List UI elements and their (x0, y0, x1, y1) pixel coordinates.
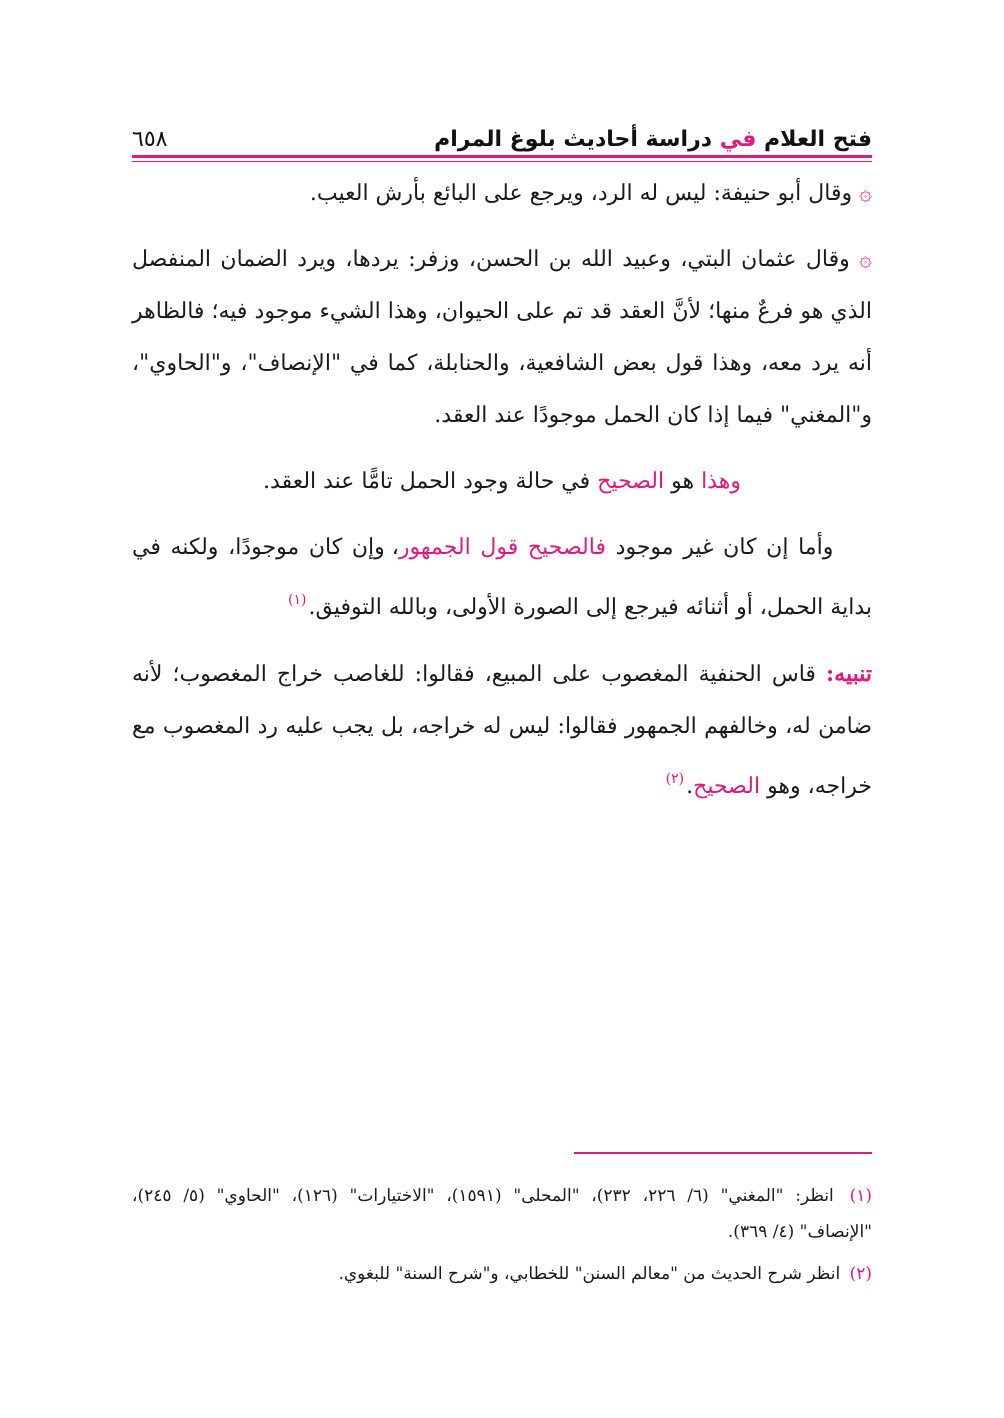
highlight-sahih: الصحيح (597, 469, 665, 494)
header-rule-thin (132, 161, 872, 162)
paragraph-sahih-statement (132, 456, 872, 508)
footnotes-section (132, 1178, 872, 1292)
paragraph-text: وقال عثمان البتي، وعبيد الله بن الحسن، وزفر: يردها، ويرد الضمان المنفصل الذي هو فرعٌ منها؛ لأنَّ العقد قد تم على الحيوان، وهذا الشيء موجود فيه؛ فالظاهر أنه يرد معه، وهذا قول بعض الشافعية، والحنابلة، كما في "الإنصاف"، و"الحاوي"، و"المغني" فيما إذا كان الحمل موجودًا عند العقد. (132, 247, 872, 428)
footnote-ref-2[interactable]: (٢) (665, 771, 685, 787)
paragraph-text: وأما إن كان غير موجود (615, 535, 834, 560)
paragraph-text: قاس الحنفية المغصوب على المبيع، فقالوا: للغاصب خراج المغصوب؛ لأنه ضامن له، وخالفهم الجمهور فقالوا: ليس له خراجه، بل يجب عليه رد المغصوب مع خراجه، وهو (132, 662, 872, 799)
page-number: ٦٥٨ (132, 127, 168, 152)
footnote-number: (٢) (849, 1264, 872, 1284)
paragraph-abu-hanifa (132, 168, 872, 220)
header-rule-thick (132, 155, 872, 158)
highlight-wahatha: وهذا (701, 469, 741, 494)
footnote-2 (132, 1256, 872, 1292)
running-header (132, 112, 872, 156)
paragraph-text: وقال أبو حنيفة: ليس له الرد، ويرجع على البائع بأرش العيب. (309, 181, 853, 206)
footnote-text: انظر: "المغني" (٦/ ٢٢٦، ٢٣٢)، "المحلى" (١٥٩١)، "الاختيارات" (١٢٦)، "الحاوي" (٥/ ٢٤٥)، "الإنصاف" (٤/ ٣٦٩). (132, 1186, 872, 1242)
footnote-separator (574, 1152, 872, 1154)
footnote-text: انظر شرح الحديث من "معالم السنن" للخطابي، و"شرح السنة" للبغوي. (338, 1264, 841, 1284)
paragraph-text: ، وإن كان موجودًا، ولكنه في بداية الحمل، أو أثنائه فيرجع إلى الصورة الأولى، وبالله التوفيق. (132, 535, 872, 620)
highlight-jumhur: فالصحيح قول الجمهور (398, 535, 606, 560)
main-text (132, 168, 872, 813)
paragraph-text: في حالة وجود الحمل تامًّا عند العقد. (263, 469, 591, 494)
book-title (434, 127, 872, 156)
footnote-ref-1[interactable]: (١) (288, 592, 307, 608)
paragraph-uthman-albatti (132, 234, 872, 442)
book-title-part1: فتح العلام (764, 127, 872, 152)
paragraph-tanbih: تنبيه: قاس الحنفية المغصوب على المبيع، فقالوا: للغاصب خراج المغصوب؛ لأنه ضامن له، وخالفهم الجمهور فقالوا: ليس له خراجه، بل يجب عليه رد المغصوب مع خراجه، وهو الصحيح.$^{(٢)}$ (132, 661, 872, 799)
footnote-number: (١) (849, 1186, 872, 1206)
flower-bullet-icon: ۞ (859, 247, 872, 272)
highlight-sahih: الصحيح (693, 774, 761, 799)
book-title-part3: دراسة أحاديث بلوغ المرام (434, 127, 713, 152)
paragraph-text: هو (671, 469, 695, 494)
tanbih-label: تنبيه: (826, 661, 872, 687)
flower-bullet-icon: ۞ (859, 181, 872, 206)
footnote-1 (132, 1178, 872, 1250)
book-title-part2: في (719, 127, 757, 152)
paragraph-jumhur (132, 522, 872, 634)
